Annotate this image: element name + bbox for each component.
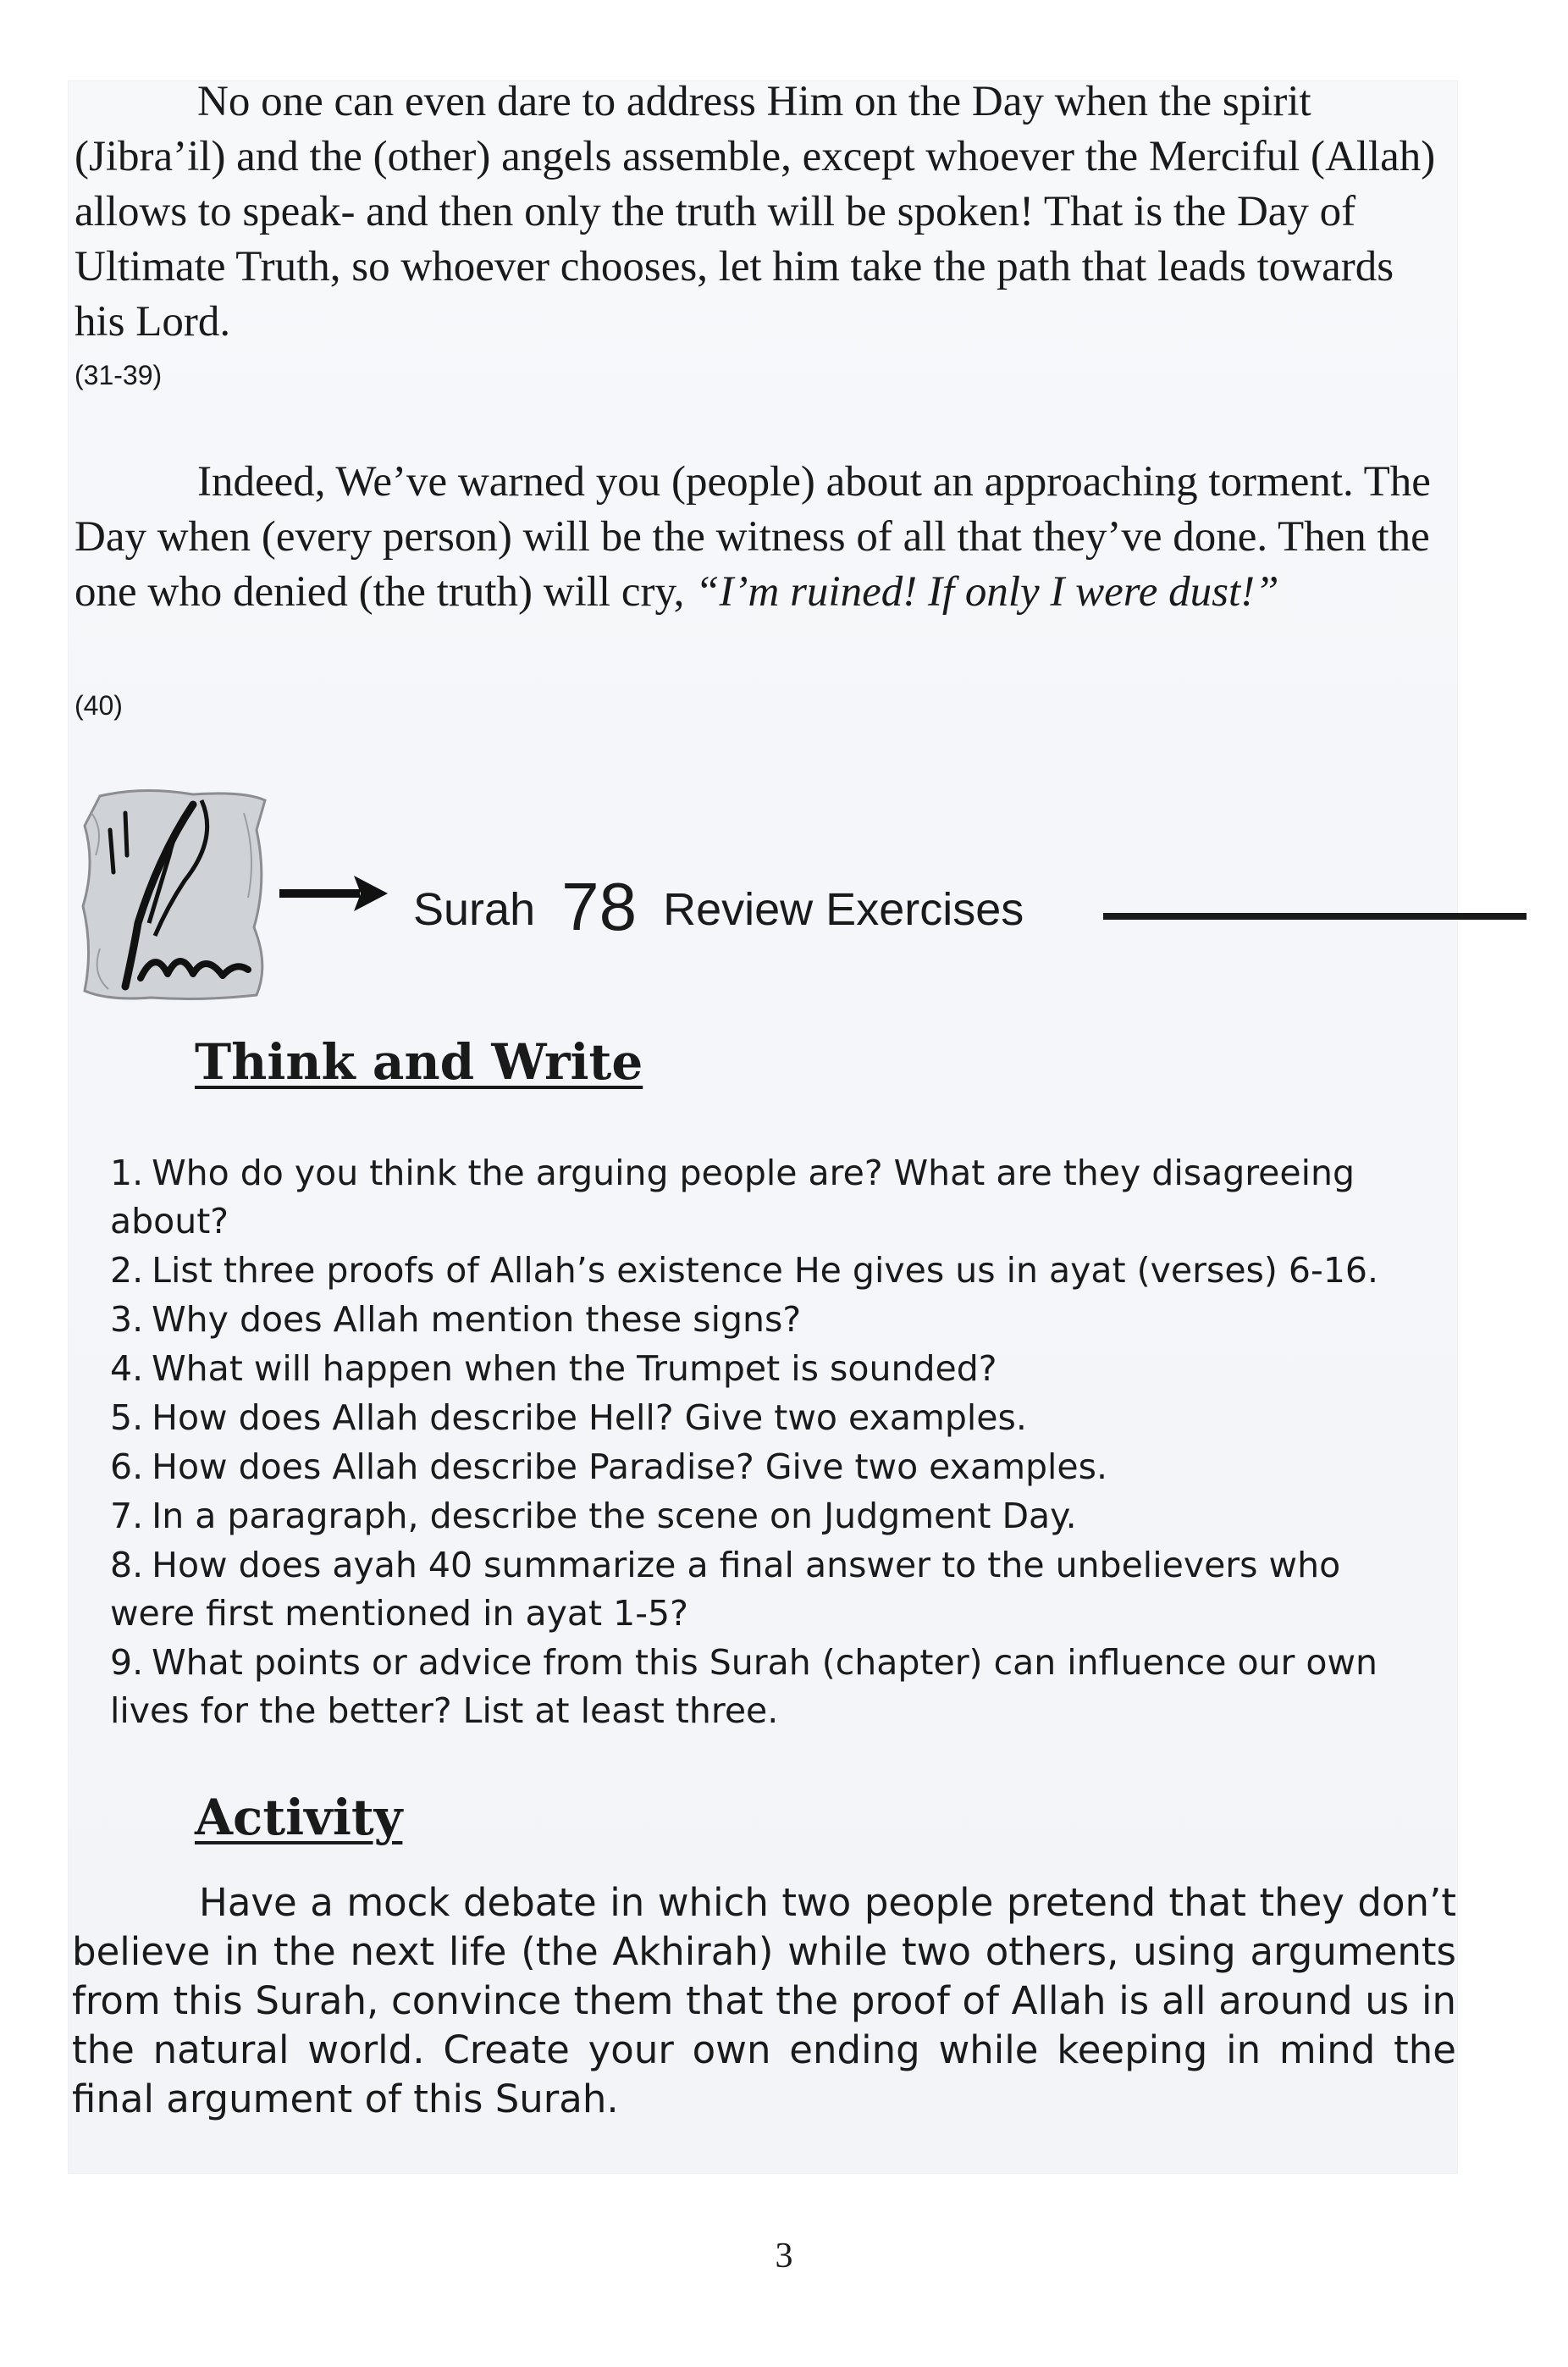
question-text: Who do you think the arguing people are? What are they disagreeing about? xyxy=(110,1153,1355,1242)
question-item xyxy=(110,1639,1422,1735)
questions-list xyxy=(110,1149,1422,1736)
question-text: What will happen when the Trumpet is sounded? xyxy=(152,1348,997,1389)
verse-reference-2: (40) xyxy=(75,690,123,721)
question-number: 9. xyxy=(110,1642,144,1683)
question-item xyxy=(110,1149,1422,1246)
question-number: 2. xyxy=(110,1250,144,1291)
activity-text: Have a mock debate in which two people pretend that they don’t believe in the next life (the Akhirah) while two others, using arguments from this Surah, convince them that the proof of Allah is all around us in the natural world. Create your own ending while keeping in mind the final argument of this Surah. xyxy=(72,1880,1456,2121)
question-item xyxy=(110,1443,1422,1491)
question-number: 4. xyxy=(110,1348,144,1389)
question-text: How does Allah describe Paradise? Give two examples. xyxy=(152,1446,1108,1487)
question-item xyxy=(110,1541,1422,1638)
question-item xyxy=(110,1394,1422,1442)
question-number: 6. xyxy=(110,1446,144,1487)
passage-quote: “I’m ruined! If only I were dust!” xyxy=(695,568,1279,616)
page-background xyxy=(68,80,1458,2174)
question-text: How does Allah describe Hell? Give two examples. xyxy=(152,1397,1027,1438)
question-text: Why does Allah mention these signs? xyxy=(152,1299,802,1340)
question-item xyxy=(110,1247,1422,1295)
passage-paragraph-2-text: Indeed, We’ve warned you (people) about an approaching torment. The Day when (every person) will be the witness of all that they’ve done. Then the one who denied (the truth) will cry, xyxy=(75,458,1431,616)
passage-paragraph-2 xyxy=(75,455,1455,620)
right-arrow-icon xyxy=(279,872,389,915)
title-suffix: Review Exercises xyxy=(663,884,1024,935)
question-text: How does ayah 40 summarize a final answer to the unbelievers who were first mentioned in ayat 1-5? xyxy=(110,1545,1341,1634)
passage-paragraph-1: No one can even dare to address Him on the Day when the spirit (Jibra’il) and the (other) angels assemble, except whoever the Merciful (Allah) allows to speak- and then only the truth will be spoken! That is the Day of Ultimate Truth, so whoever chooses, let him take the path that leads towards his Lord. xyxy=(75,78,1436,346)
surah-number: 78 xyxy=(561,869,638,944)
question-number: 5. xyxy=(110,1397,144,1438)
question-number: 1. xyxy=(110,1153,144,1193)
question-text: What points or advice from this Surah (chapter) can influence our own lives for the better? List at least three. xyxy=(110,1642,1378,1731)
question-number: 8. xyxy=(110,1545,144,1585)
verse-reference-1: (31-39) xyxy=(75,360,163,390)
quill-scroll-icon xyxy=(75,779,278,1008)
review-exercises-title xyxy=(413,868,1024,946)
question-text: List three proofs of Allah’s existence He gives us in ayat (verses) 6-16. xyxy=(152,1250,1379,1291)
activity-heading: Activity xyxy=(195,1789,403,1846)
question-text: In a paragraph, describe the scene on Judgment Day. xyxy=(152,1496,1077,1536)
title-prefix: Surah xyxy=(413,884,536,935)
question-item xyxy=(110,1296,1422,1344)
question-item xyxy=(110,1345,1422,1393)
question-number: 7. xyxy=(110,1496,144,1536)
review-exercises-header xyxy=(75,779,1455,1012)
think-and-write-heading: Think and Write xyxy=(195,1033,643,1091)
question-item xyxy=(110,1492,1422,1540)
page-number: 3 xyxy=(775,2237,793,2276)
question-number: 3. xyxy=(110,1299,144,1340)
header-rule xyxy=(1103,913,1527,920)
